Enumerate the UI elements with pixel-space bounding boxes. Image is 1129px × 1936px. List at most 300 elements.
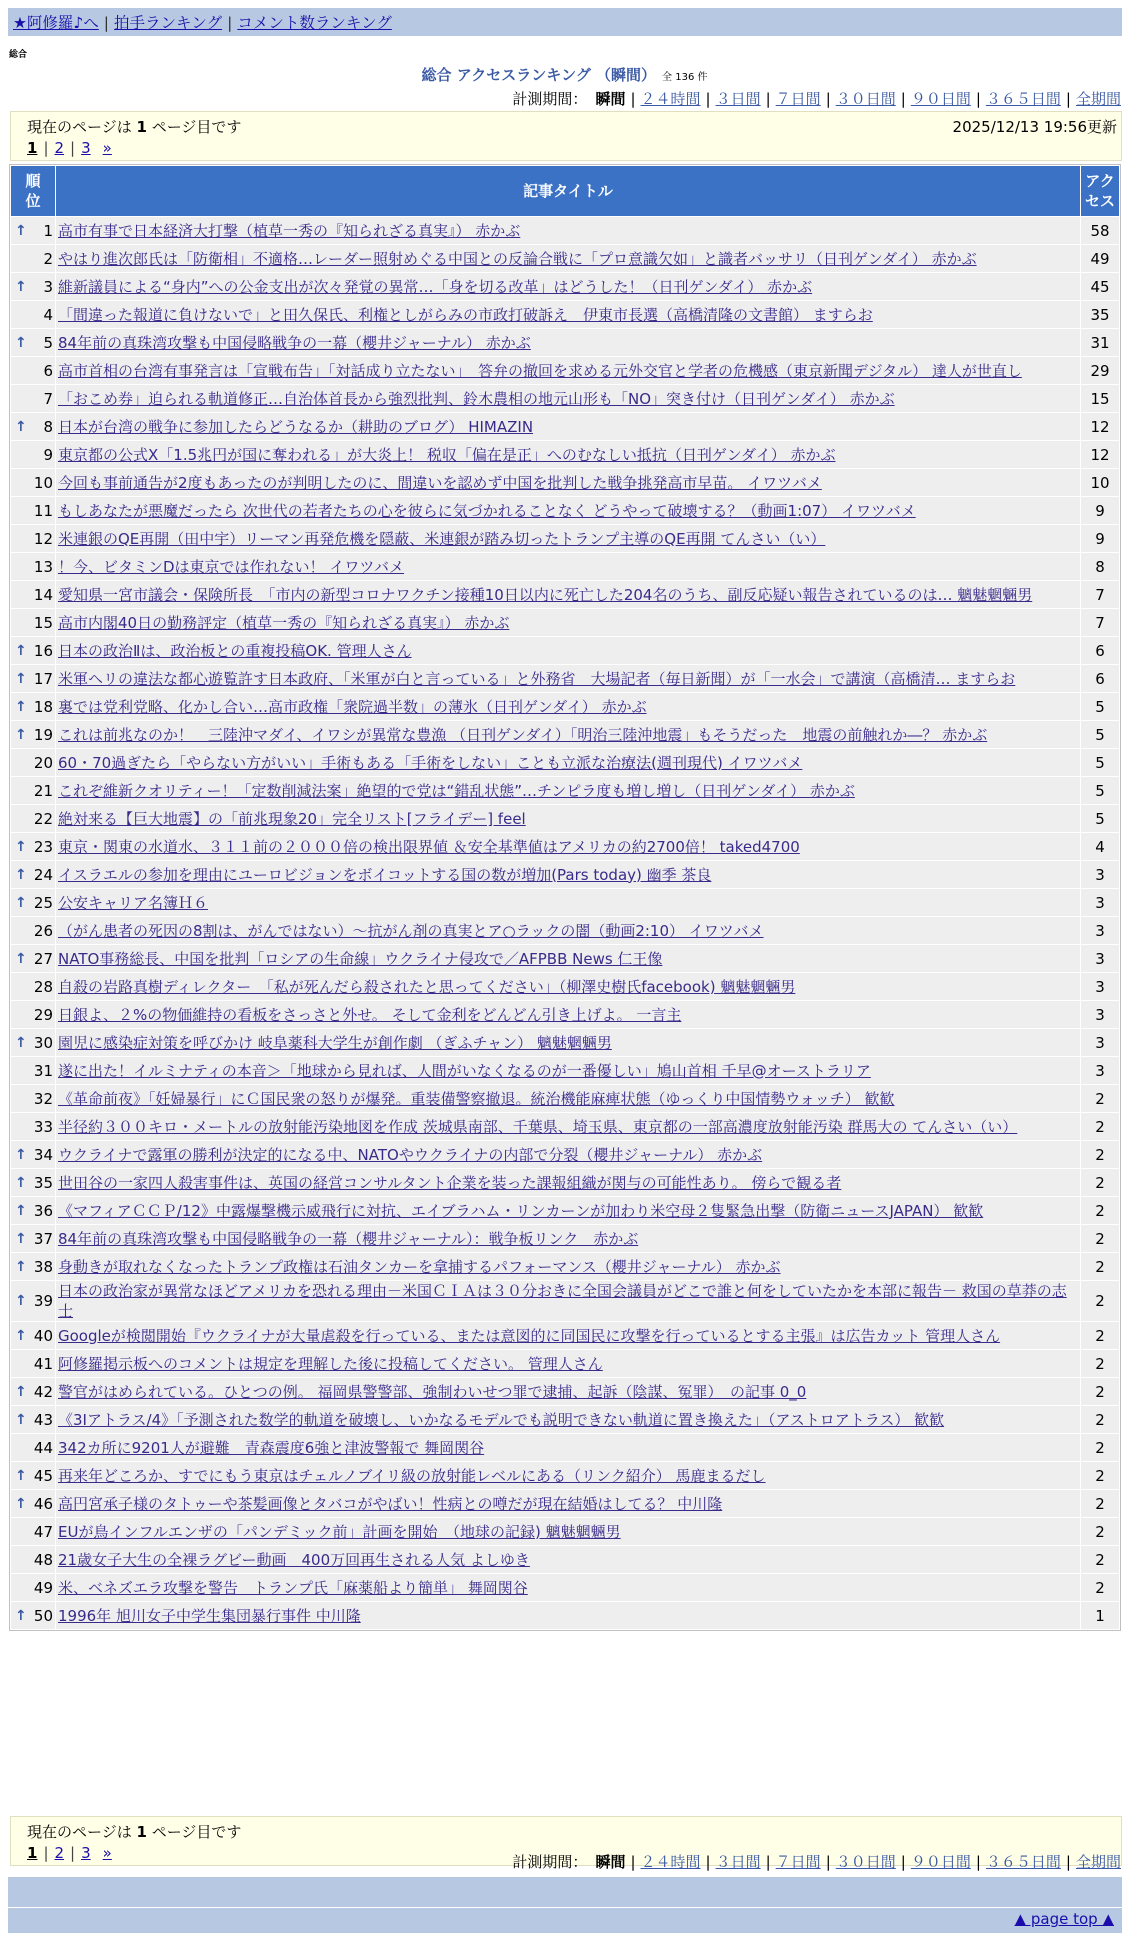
title-cell [56, 1378, 1080, 1405]
access-count: 2 [1081, 1406, 1119, 1433]
article-title-link[interactable]: 身動きが取れなくなったトランプ政権は石油タンカーを拿捕するパフォーマンス（櫻井ジャーナル） 赤かぶ [58, 1257, 781, 1276]
rank-cell [11, 749, 55, 776]
nav-link-comment-ranking[interactable]: コメント数ランキング [237, 14, 392, 32]
up-arrow-icon: ↑ [15, 1293, 27, 1309]
article-title-link[interactable]: 高市首相の台湾有事発言は「宣戦布告」「対話成り立たない」 答弁の撤回を求める元外交官と学者の危機感（東京新聞デジタル） 達人が世直し [58, 361, 1022, 380]
access-count: 12 [1081, 441, 1119, 468]
up-arrow-icon: ↑ [15, 950, 27, 967]
ranking-table [9, 164, 1121, 1631]
table-row [11, 1253, 1119, 1280]
rank-cell [11, 1350, 55, 1377]
rank-number: 30 [33, 1033, 53, 1052]
access-count: 3 [1081, 1057, 1119, 1084]
article-title-link[interactable]: 高市内閣40日の勤務評定（植草一秀の『知られざる真実』） 赤かぶ [58, 613, 510, 632]
table-row [11, 609, 1119, 636]
rank-cell [11, 1225, 55, 1252]
page-next-link[interactable]: » [102, 139, 112, 157]
table-row [11, 357, 1119, 384]
article-title-link[interactable]: 1996年 旭川女子中学生集団暴行事件 中川隆 [58, 1606, 361, 1625]
access-count: 2 [1081, 1253, 1119, 1280]
table-row [11, 637, 1119, 664]
title-cell [56, 1085, 1080, 1112]
rank-number: 3 [43, 277, 53, 296]
rank-number: 21 [33, 781, 53, 800]
nav-link-asyura[interactable]: ★阿修羅♪へ [13, 14, 99, 32]
table-row [11, 749, 1119, 776]
title-cell [56, 525, 1080, 552]
article-title-link[interactable]: 遂に出た！イルミナティの本音＞「地球から見れば、人間がいなくなるのが一番優しい」鳩山首相 千早@オーストラリア [58, 1061, 871, 1080]
rank-cell [11, 1169, 55, 1196]
rank-cell [11, 1141, 55, 1168]
rank-cell [11, 1085, 55, 1112]
title-cell [56, 1322, 1080, 1349]
table-row [11, 581, 1119, 608]
access-count: 3 [1081, 917, 1119, 944]
rank-number: 19 [33, 725, 53, 744]
title-cell [56, 385, 1080, 412]
title-cell [56, 1141, 1080, 1168]
period-link-30d[interactable]: ３０日間 [835, 1853, 896, 1871]
access-count: 5 [1081, 749, 1119, 776]
table-row [11, 553, 1119, 580]
access-count: 35 [1081, 301, 1119, 328]
rank-number: 23 [33, 837, 53, 856]
rank-cell [11, 637, 55, 664]
access-count: 3 [1081, 945, 1119, 972]
up-arrow-icon: ↑ [15, 1230, 27, 1247]
table-row [11, 777, 1119, 804]
rank-cell [11, 1197, 55, 1224]
up-arrow-icon: ↑ [15, 670, 27, 687]
rank-number: 22 [33, 809, 53, 828]
access-count: 2 [1081, 1322, 1119, 1349]
rank-number: 50 [33, 1606, 53, 1625]
period-label: 計測期間： [512, 1853, 588, 1871]
rank-cell [11, 245, 55, 272]
rank-cell [11, 1001, 55, 1028]
rank-number: 6 [43, 361, 53, 380]
rank-cell [11, 525, 55, 552]
period-link-365d[interactable]: ３６５日間 [985, 1853, 1061, 1871]
period-current: 瞬間 [595, 1853, 626, 1871]
access-count: 2 [1081, 1378, 1119, 1405]
article-title-link[interactable]: 再来年どころか、すでにもう東京はチェルノブイリ級の放射能レベルにある（リンク紹介） 馬鹿まるだし [58, 1466, 766, 1485]
title-cell [56, 441, 1080, 468]
title-cell [56, 217, 1080, 244]
table-row [11, 1197, 1119, 1224]
table-row [11, 1434, 1119, 1461]
article-title-link[interactable]: これは前兆なのか！ 三陸沖マダイ、イワシが異常な豊漁 （日刊ゲンダイ）「明治三陸沖地震」もそうだった 地震の前触れか―？ 赤かぶ [58, 725, 988, 744]
up-arrow-icon: ↑ [15, 838, 27, 855]
article-title-link[interactable]: EUが鳥インフルエンザの「パンデミック前」計画を開始 （地球の記録) 魑魅魍魎男 [58, 1522, 621, 1541]
up-arrow-icon: ↑ [15, 1495, 27, 1512]
article-title-link[interactable]: 《3Iアトラス/4》「予測された数学的軌道を破壊し、いかなるモデルでも説明できない軌道に置き換えた」（アストロアトラス） 歓歓 [58, 1410, 945, 1429]
title-cell [56, 637, 1080, 664]
table-row [11, 1490, 1119, 1517]
rank-number: 28 [33, 977, 53, 996]
title-cell [56, 357, 1080, 384]
up-arrow-icon: ↑ [15, 1034, 27, 1051]
table-row [11, 945, 1119, 972]
access-count: 2 [1081, 1574, 1119, 1601]
up-arrow-icon: ↑ [15, 1607, 27, 1624]
table-row [11, 1141, 1119, 1168]
article-title-link[interactable]: 世田谷の一家四人殺害事件は、英国の経営コンサルタント企業を装った課報組織が関与の可能性あり。 傍らで観る者 [58, 1173, 842, 1192]
article-title-link[interactable]: 園児に感染症対策を呼びかけ 岐阜薬科大学生が創作劇 （ぎふチャン） 魑魅魍魎男 [58, 1033, 612, 1052]
rank-number: 4 [43, 305, 53, 324]
table-row [11, 469, 1119, 496]
rank-cell [11, 469, 55, 496]
access-count: 45 [1081, 273, 1119, 300]
up-arrow-icon: ↑ [15, 418, 27, 435]
title-cell [56, 1518, 1080, 1545]
rank-cell [11, 1057, 55, 1084]
article-title-link[interactable]: 警官がはめられている。ひとつの例。 福岡県警警部、強制わいせつ罪で逮捕、起訴（陰謀、冤罪） の記事 0_0 [58, 1382, 807, 1401]
rank-cell [11, 609, 55, 636]
up-arrow-icon: ↑ [15, 334, 27, 351]
access-count: 15 [1081, 385, 1119, 412]
rank-number: 31 [33, 1061, 53, 1080]
rank-cell [11, 693, 55, 720]
table-row [11, 1546, 1119, 1573]
table-row [11, 1518, 1119, 1545]
period-selector-top: 計測期間： 瞬間 | ２４時間 | ３日間 | ７日間 | ３０日間 | ９０日間 | ３６５日間 | 全期間 [512, 90, 1121, 108]
title-cell [56, 1001, 1080, 1028]
rank-number: 34 [33, 1145, 53, 1164]
access-count: 6 [1081, 637, 1119, 664]
access-count: 5 [1081, 721, 1119, 748]
article-title-link[interactable]: 84年前の真珠湾攻撃も中国侵略戦争の一幕（櫻井ジャーナル） 赤かぶ [58, 333, 531, 352]
total-count: 全 136 件 [662, 72, 708, 83]
access-count: 2 [1081, 1197, 1119, 1224]
article-title-link[interactable]: 「おこめ券」迫られる軌道修正…自治体首長から強烈批判、鈴木農相の地元山形も「NO」突き付け（日刊ゲンダイ） 赤かぶ [58, 389, 895, 408]
period-link-90d[interactable]: ９０日間 [910, 1853, 971, 1871]
rank-cell [11, 917, 55, 944]
rank-number: 25 [33, 893, 53, 912]
table-row [11, 1462, 1119, 1489]
rank-number: 48 [33, 1550, 53, 1569]
rank-number: 32 [33, 1089, 53, 1108]
up-arrow-icon: ↑ [15, 1174, 27, 1191]
rank-cell [11, 441, 55, 468]
period-link-24h[interactable]: ２４時間 [640, 90, 701, 108]
title-cell [56, 693, 1080, 720]
article-title-link[interactable]: 日本の政治家が異常なほどアメリカを恐れる理由－米国ＣＩＡは３０分おきに全国会議員がどこで誰と何をしていたかを本部に報告－ 救国の草莽の志士 [58, 1282, 1067, 1320]
article-title-link[interactable]: もしあなたが悪魔だったら 次世代の若者たちの心を彼らに気づかれることなく どうやって破壊する？（動画1:07） イワツバメ [58, 501, 916, 520]
title-cell [56, 1225, 1080, 1252]
access-count: 7 [1081, 609, 1119, 636]
access-count: 5 [1081, 693, 1119, 720]
rank-cell [11, 497, 55, 524]
title-cell [56, 889, 1080, 916]
article-title-link[interactable]: 高市有事で日本経済大打撃（植草一秀の『知られざる真実』） 赤かぶ [58, 221, 521, 240]
access-count: 31 [1081, 329, 1119, 356]
article-title-link[interactable]: 高円宮承子様のタトゥーや茶髪画像とタバコがやばい！性病との噂だが現在結婚はしてる？ 中川隆 [58, 1494, 723, 1513]
article-title-link[interactable]: 84年前の真珠湾攻撃も中国侵略戦争の一幕（櫻井ジャーナル）：戦争板リンク 赤かぶ [58, 1229, 639, 1248]
nav-link-applause-ranking[interactable]: 拍手ランキング [114, 14, 223, 32]
table-row [11, 889, 1119, 916]
article-title-link[interactable]: 米連銀のQE再開（田中宇）リーマン再発危機を隠蔽、米連銀が踏み切ったトランプ主導のQE再開 てんさい（い） [58, 529, 826, 548]
title-cell [56, 553, 1080, 580]
period-selector-bottom: 計測期間： 瞬間 | ２４時間 | ３日間 | ７日間 | ３０日間 | ９０日間 | ３６５日間 | 全期間 [512, 1853, 1121, 1871]
rank-cell [11, 665, 55, 692]
article-title-link[interactable]: NATO事務総長、中国を批判「ロシアの生命線」ウクライナ侵攻で／AFPBB News 仁王像 [58, 949, 663, 968]
article-title-link[interactable]: 絶対来る【巨大地震】の「前兆現象20」完全リスト[フライデー] feel [58, 809, 526, 828]
title-cell [56, 1546, 1080, 1573]
access-count: 9 [1081, 497, 1119, 524]
rank-number: 37 [33, 1229, 53, 1248]
rank-cell [11, 217, 55, 244]
table-row [11, 329, 1119, 356]
rank-cell [11, 1378, 55, 1405]
rank-number: 29 [33, 1005, 53, 1024]
up-arrow-icon: ↑ [15, 1383, 27, 1400]
article-title-link[interactable]: 342カ所に9201人が避難 青森震度6強と津波警報で 舞岡関谷 [58, 1438, 485, 1457]
table-row [11, 1574, 1119, 1601]
page-link-2[interactable]: 2 [54, 1844, 65, 1862]
rank-number: 49 [33, 1578, 53, 1597]
article-title-link[interactable]: やはり進次郎氏は「防衛相」不適格…レーダー照射めぐる中国との反論合戦に「プロ意識欠如」と識者バッサリ（日刊ゲンダイ） 赤かぶ [58, 249, 977, 268]
current-page-text: 現在のページは 1 ページ目です [27, 118, 242, 136]
page-link-3[interactable]: 3 [81, 1844, 91, 1862]
footer-pagetop-bar [8, 1908, 1122, 1933]
table-row [11, 1350, 1119, 1377]
article-title-link[interactable]: 東京・関東の水道水、３１１前の２０００倍の検出限界値 ＆安全基準値はアメリカの約2700倍！ taked4700 [58, 837, 800, 856]
header-title: 記事タイトル [56, 166, 1080, 216]
article-title-link[interactable]: 60・70過ぎたら「やらない方がいい」手術もある「手術をしない」ことも立派な治療法(週刊現代) イワツバメ [58, 753, 803, 772]
rank-cell [11, 329, 55, 356]
article-title-link[interactable]: 自殺の岩路真樹ディレクター 「私が死んだら殺されたと思ってください」（柳澤史樹氏facebook) 魑魅魍魎男 [58, 977, 796, 996]
title-cell [56, 413, 1080, 440]
table-row [11, 1322, 1119, 1349]
access-count: 3 [1081, 889, 1119, 916]
rank-number: 5 [43, 333, 53, 352]
access-count: 7 [1081, 581, 1119, 608]
rank-cell [11, 889, 55, 916]
rank-cell [11, 1490, 55, 1517]
title-cell [56, 1113, 1080, 1140]
page-info-top [10, 111, 1122, 161]
title-cell [56, 777, 1080, 804]
table-row [11, 525, 1119, 552]
up-arrow-icon: ↑ [15, 1411, 27, 1428]
title-cell [56, 1434, 1080, 1461]
access-count: 2 [1081, 1225, 1119, 1252]
table-row [11, 917, 1119, 944]
table-row [11, 665, 1119, 692]
article-title-link[interactable]: ウクライナで露軍の勝利が決定的になる中、NATOやウクライナの内部で分裂（櫻井ジャーナル） 赤かぶ [58, 1145, 763, 1164]
rank-number: 9 [43, 445, 53, 464]
rank-cell [11, 1462, 55, 1489]
period-link-7d[interactable]: ７日間 [775, 90, 821, 108]
table-row [11, 1113, 1119, 1140]
rank-number: 14 [33, 585, 53, 604]
title-cell [56, 301, 1080, 328]
period-link-7d[interactable]: ７日間 [775, 1853, 821, 1871]
period-link-all[interactable]: 全期間 [1075, 90, 1121, 108]
rank-cell [11, 581, 55, 608]
access-count: 4 [1081, 833, 1119, 860]
rank-number: 1 [43, 221, 53, 240]
access-count: 2 [1081, 1281, 1119, 1321]
rank-number: 20 [33, 753, 53, 772]
rank-number: 26 [33, 921, 53, 940]
rank-number: 43 [33, 1410, 53, 1429]
article-title-link[interactable]: Googleが検閲開始『ウクライナが大量虐殺を行っている、または意図的に同国民に攻撃を行っているとする主張』は広告カット 管理人さん [58, 1326, 1001, 1345]
title-cell [56, 1253, 1080, 1280]
article-title-link[interactable]: 21歳女子大生の全裸ラグビー動画 400万回再生される人気 よしゆき [58, 1550, 530, 1569]
access-count: 3 [1081, 973, 1119, 1000]
article-title-link[interactable]: 米、ベネズエラ攻撃を警告 トランプ氏「麻薬船より簡単」 舞岡関谷 [58, 1578, 528, 1597]
period-link-30d[interactable]: ３０日間 [835, 90, 896, 108]
access-count: 2 [1081, 1141, 1119, 1168]
rank-number: 13 [33, 557, 53, 576]
title-cell [56, 1281, 1080, 1321]
access-count: 29 [1081, 357, 1119, 384]
table-row [11, 245, 1119, 272]
article-title-link[interactable]: 「間違った報道に負けないで」と田久保氏、利権としがらみの市政打破訴え 伊東市長選（高橋清隆の文書館） ますらお [58, 305, 873, 324]
access-count: 2 [1081, 1113, 1119, 1140]
page-link-1[interactable]: 1 [27, 139, 38, 157]
period-link-3d[interactable]: ３日間 [715, 1853, 761, 1871]
article-title-link[interactable]: 日本の政治Ⅱは、政治板との重複投稿OK. 管理人さん [58, 641, 412, 660]
table-row [11, 1057, 1119, 1084]
access-count: 3 [1081, 861, 1119, 888]
table-row [11, 805, 1119, 832]
page-link-2[interactable]: 2 [54, 139, 65, 157]
page-top-link[interactable]: ▲ page top ▲ [1014, 1910, 1114, 1928]
table-row [11, 273, 1119, 300]
up-arrow-icon: ↑ [15, 1258, 27, 1275]
up-arrow-icon: ↑ [15, 1202, 27, 1219]
footer-bar [8, 1877, 1122, 1907]
header-rank: 順位 [11, 166, 55, 216]
page-heading [0, 64, 1129, 85]
period-link-365d[interactable]: ３６５日間 [985, 90, 1061, 108]
table-row [11, 1085, 1119, 1112]
access-count: 3 [1081, 1029, 1119, 1056]
up-arrow-icon: ↑ [15, 726, 27, 743]
rank-number: 11 [33, 501, 53, 520]
article-title-link[interactable]: 公安キャリア名簿Ｈ６ [58, 893, 209, 912]
title-cell [56, 1490, 1080, 1517]
title-cell [56, 861, 1080, 888]
article-title-link[interactable]: 今回も事前通告が2度もあったのが判明したのに、間違いを認めず中国を批判した戦争挑発高市早苗。 イワツバメ [58, 473, 822, 492]
period-label: 計測期間： [512, 90, 588, 108]
top-navigation [8, 8, 1122, 36]
up-arrow-icon: ↑ [15, 278, 27, 295]
pagination-bottom: 1 | 2 | 3 » [27, 1844, 112, 1862]
page-link-3[interactable]: 3 [81, 139, 91, 157]
title-cell [56, 1574, 1080, 1601]
article-title-link[interactable]: 《革命前夜》「妊婦暴行」にＣ国民衆の怒りが爆発。重装備警察撤退。統治機能麻痺状態（ゆっくり中国情勢ウォッチ） 歓歓 [58, 1089, 895, 1108]
up-arrow-icon: ↑ [15, 894, 27, 911]
period-link-3d[interactable]: ３日間 [715, 90, 761, 108]
article-title-link[interactable]: 阿修羅掲示板へのコメントは規定を理解した後に投稿してください。 管理人さん [58, 1354, 603, 1373]
table-row [11, 833, 1119, 860]
period-link-90d[interactable]: ９０日間 [910, 90, 971, 108]
table-row [11, 1001, 1119, 1028]
article-title-link[interactable]: 維新議員による“身内”への公金支出が次々発覚の異常…「身を切る改革」はどうした！（日刊ゲンダイ） 赤かぶ [58, 277, 813, 296]
table-row [11, 1225, 1119, 1252]
rank-number: 10 [33, 473, 53, 492]
page-next-link[interactable]: » [102, 1844, 112, 1862]
rank-cell [11, 1518, 55, 1545]
table-row [11, 861, 1119, 888]
title-cell [56, 665, 1080, 692]
title-cell [56, 945, 1080, 972]
period-link-24h[interactable]: ２４時間 [640, 1853, 701, 1871]
access-count: 2 [1081, 1462, 1119, 1489]
title-cell [56, 1602, 1080, 1629]
period-link-all[interactable]: 全期間 [1075, 1853, 1121, 1871]
table-row [11, 217, 1119, 244]
rank-number: 44 [33, 1438, 53, 1457]
access-count: 49 [1081, 245, 1119, 272]
article-title-link[interactable]: 《マフィアＣＣＰ/12》中露爆撃機示威飛行に対抗、エイブラハム・リンカーンが加わり米空母２隻緊急出撃（防衛ニュースJAPAN） 歓歓 [58, 1201, 984, 1220]
article-title-link[interactable]: 米軍ヘリの違法な都心遊覧許す日本政府、「米軍が白と言っている」と外務省 大場記者（毎日新聞）が「一水会」で講演（高橋清… ますらお [58, 669, 1016, 688]
access-count: 2 [1081, 1546, 1119, 1573]
title-cell [56, 1057, 1080, 1084]
title-cell [56, 245, 1080, 272]
page-title: 総合 アクセスランキング （瞬間） [421, 66, 657, 84]
access-count: 6 [1081, 665, 1119, 692]
rank-cell [11, 1113, 55, 1140]
rank-cell [11, 805, 55, 832]
title-cell [56, 1406, 1080, 1433]
access-count: 12 [1081, 413, 1119, 440]
article-title-link[interactable]: 愛知県一宮市議会・保険所長 「市内の新型コロナワクチン接種10日以内に死亡した204名のうち、副反応疑い報告されているのは… 魑魅魍魎男 [58, 585, 1033, 604]
rank-cell [11, 1574, 55, 1601]
article-title-link[interactable]: ！今、ビタミンDは東京では作れない！ イワツバメ [58, 557, 405, 576]
title-cell [56, 1197, 1080, 1224]
rank-cell [11, 273, 55, 300]
article-title-link[interactable]: イスラエルの参加を理由にユーロビジョンをボイコットする国の数が増加(Pars today) 幽季 茶良 [58, 865, 712, 884]
article-title-link[interactable]: これぞ維新クオリティー！「定数削減法案」絶望的で党は“錯乱状態”…チンピラ度も増し増し（日刊ゲンダイ） 赤かぶ [58, 781, 855, 800]
article-title-link[interactable]: 日銀よ、２%の物価維持の看板をさっさと外せ。 そして金利をどんどん引き上げよ。 一言主 [58, 1005, 682, 1024]
article-title-link[interactable]: 裏では党利党略、化かし合い…高市政権「衆院過半数」の薄氷（日刊ゲンダイ） 赤かぶ [58, 697, 647, 716]
article-title-link[interactable]: 半径約３００キロ・メートルの放射能汚染地図を作成 茨城県南部、千葉県、埼玉県、東京都の一部高濃度放射能汚染 群馬大の てんさい（い） [58, 1117, 1018, 1136]
article-title-link[interactable]: 日本が台湾の戦争に参加したらどうなるか（耕助のブログ） HIMAZIN [58, 417, 534, 436]
rank-number: 2 [43, 249, 53, 268]
rank-number: 15 [33, 613, 53, 632]
title-cell [56, 973, 1080, 1000]
title-cell [56, 1029, 1080, 1056]
title-cell [56, 581, 1080, 608]
rank-number: 46 [33, 1494, 53, 1513]
article-title-link[interactable]: （がん患者の死因の8割は、がんではない）～抗がん剤の真実とア○ラックの闇（動画2:10） イワツバメ [58, 921, 764, 940]
page-link-1[interactable]: 1 [27, 1844, 38, 1862]
title-cell [56, 273, 1080, 300]
title-cell [56, 329, 1080, 356]
table-row [11, 721, 1119, 748]
access-count: 58 [1081, 217, 1119, 244]
access-count: 8 [1081, 553, 1119, 580]
title-cell [56, 1350, 1080, 1377]
article-title-link[interactable]: 東京都の公式X「1.5兆円が国に奪われる」が大炎上！ 税収「偏在是正」へのむなしい抵抗（日刊ゲンダイ） 赤かぶ [58, 445, 836, 464]
title-cell [56, 497, 1080, 524]
access-count: 3 [1081, 1001, 1119, 1028]
title-cell [56, 1169, 1080, 1196]
up-arrow-icon: ↑ [15, 698, 27, 715]
rank-cell [11, 777, 55, 804]
up-arrow-icon: ↑ [15, 866, 27, 883]
rank-cell [11, 973, 55, 1000]
rank-number: 7 [43, 389, 53, 408]
rank-number: 35 [33, 1173, 53, 1192]
rank-number: 42 [33, 1382, 53, 1401]
rank-cell [11, 1602, 55, 1629]
